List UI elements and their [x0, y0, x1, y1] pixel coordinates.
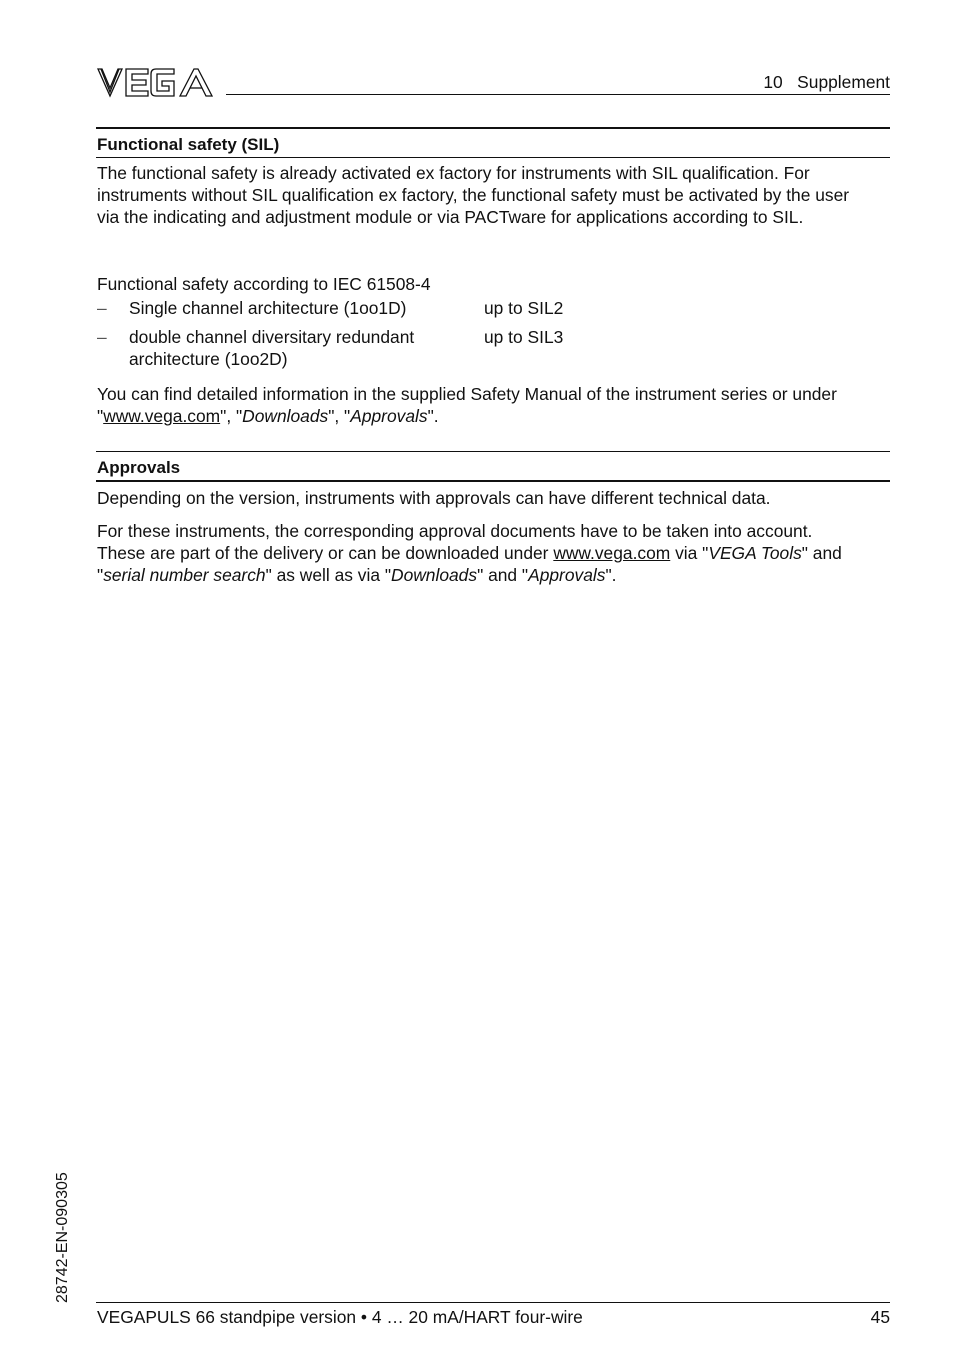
header-section-label: 10 Supplement: [763, 72, 890, 92]
para-line: [97, 564, 887, 586]
text-fragment: ".: [427, 406, 439, 426]
safety-manual-info: [97, 383, 887, 427]
para-line: [97, 542, 887, 564]
text-fragment: via ": [670, 543, 709, 563]
functional-safety-intro: [97, 162, 887, 228]
section-rule-top: [96, 127, 890, 129]
text-fragment: ", ": [220, 406, 243, 426]
header-rule: [226, 94, 890, 95]
approvals-para-1: Depending on the version, instruments with approvals can have different technical data.: [97, 488, 771, 508]
footer-title: VEGAPULS 66 standpipe version • 4 … 20 mA/HART four-wire: [97, 1307, 583, 1327]
downloads-emphasis: Downloads: [242, 406, 329, 426]
section-rule-bottom: [96, 480, 890, 482]
downloads-emphasis: Downloads: [391, 565, 478, 585]
text-fragment: " and ": [477, 565, 529, 585]
approvals-emphasis: Approvals: [350, 406, 428, 426]
vega-website-link[interactable]: www.vega.com: [103, 406, 221, 426]
list-dash: –: [97, 298, 107, 318]
text-fragment: ": [97, 565, 104, 585]
intro-line: instruments without SIL qualification ex factory, the functional safety must be activated by the user: [97, 185, 850, 205]
section-rule-top: [96, 451, 890, 452]
intro-line: The functional safety is already activated ex factory for instruments with SIL qualification. For: [97, 163, 810, 183]
section-rule-bottom: [96, 157, 890, 158]
document-code: 28742-EN-090305: [54, 1172, 71, 1303]
vega-tools-emphasis: VEGA Tools: [708, 543, 802, 563]
text-fragment: These are part of the delivery or can be downloaded under: [97, 543, 554, 563]
text-fragment: " and: [801, 543, 842, 563]
info-line: You can find detailed information in the supplied Safety Manual of the instrument series or under: [97, 384, 837, 404]
list-item-value: up to SIL3: [484, 327, 564, 347]
approvals-heading: Approvals: [97, 458, 181, 477]
list-item-value: up to SIL2: [484, 298, 564, 318]
text-fragment: ": [97, 406, 104, 426]
text-fragment: " as well as via ": [265, 565, 392, 585]
list-item-text: Single channel architecture (1oo1D): [129, 298, 407, 318]
list-item-text-line: double channel diversitary redundant: [129, 327, 415, 347]
intro-line: via the indicating and adjustment module or via PACTware for applications according to SIL.: [97, 207, 804, 227]
page-number: 45: [870, 1307, 890, 1327]
functional-safety-heading: Functional safety (SIL): [97, 135, 280, 154]
info-line: [97, 405, 887, 427]
approvals-emphasis: Approvals: [528, 565, 606, 585]
footer-rule: [96, 1302, 890, 1303]
vega-logo: [96, 66, 214, 98]
text-fragment: ".: [605, 565, 617, 585]
approvals-para-2: [97, 520, 887, 586]
para-line: For these instruments, the corresponding approval documents have to be taken into account.: [97, 521, 813, 541]
text-fragment: ", ": [328, 406, 351, 426]
serial-search-emphasis: serial number search: [103, 565, 266, 585]
list-item-text-line: architecture (1oo2D): [129, 349, 288, 369]
standard-label: Functional safety according to IEC 61508-4: [97, 274, 431, 294]
vega-website-link[interactable]: www.vega.com: [553, 543, 671, 563]
list-dash: –: [97, 327, 107, 347]
list-item-text: [129, 326, 414, 370]
